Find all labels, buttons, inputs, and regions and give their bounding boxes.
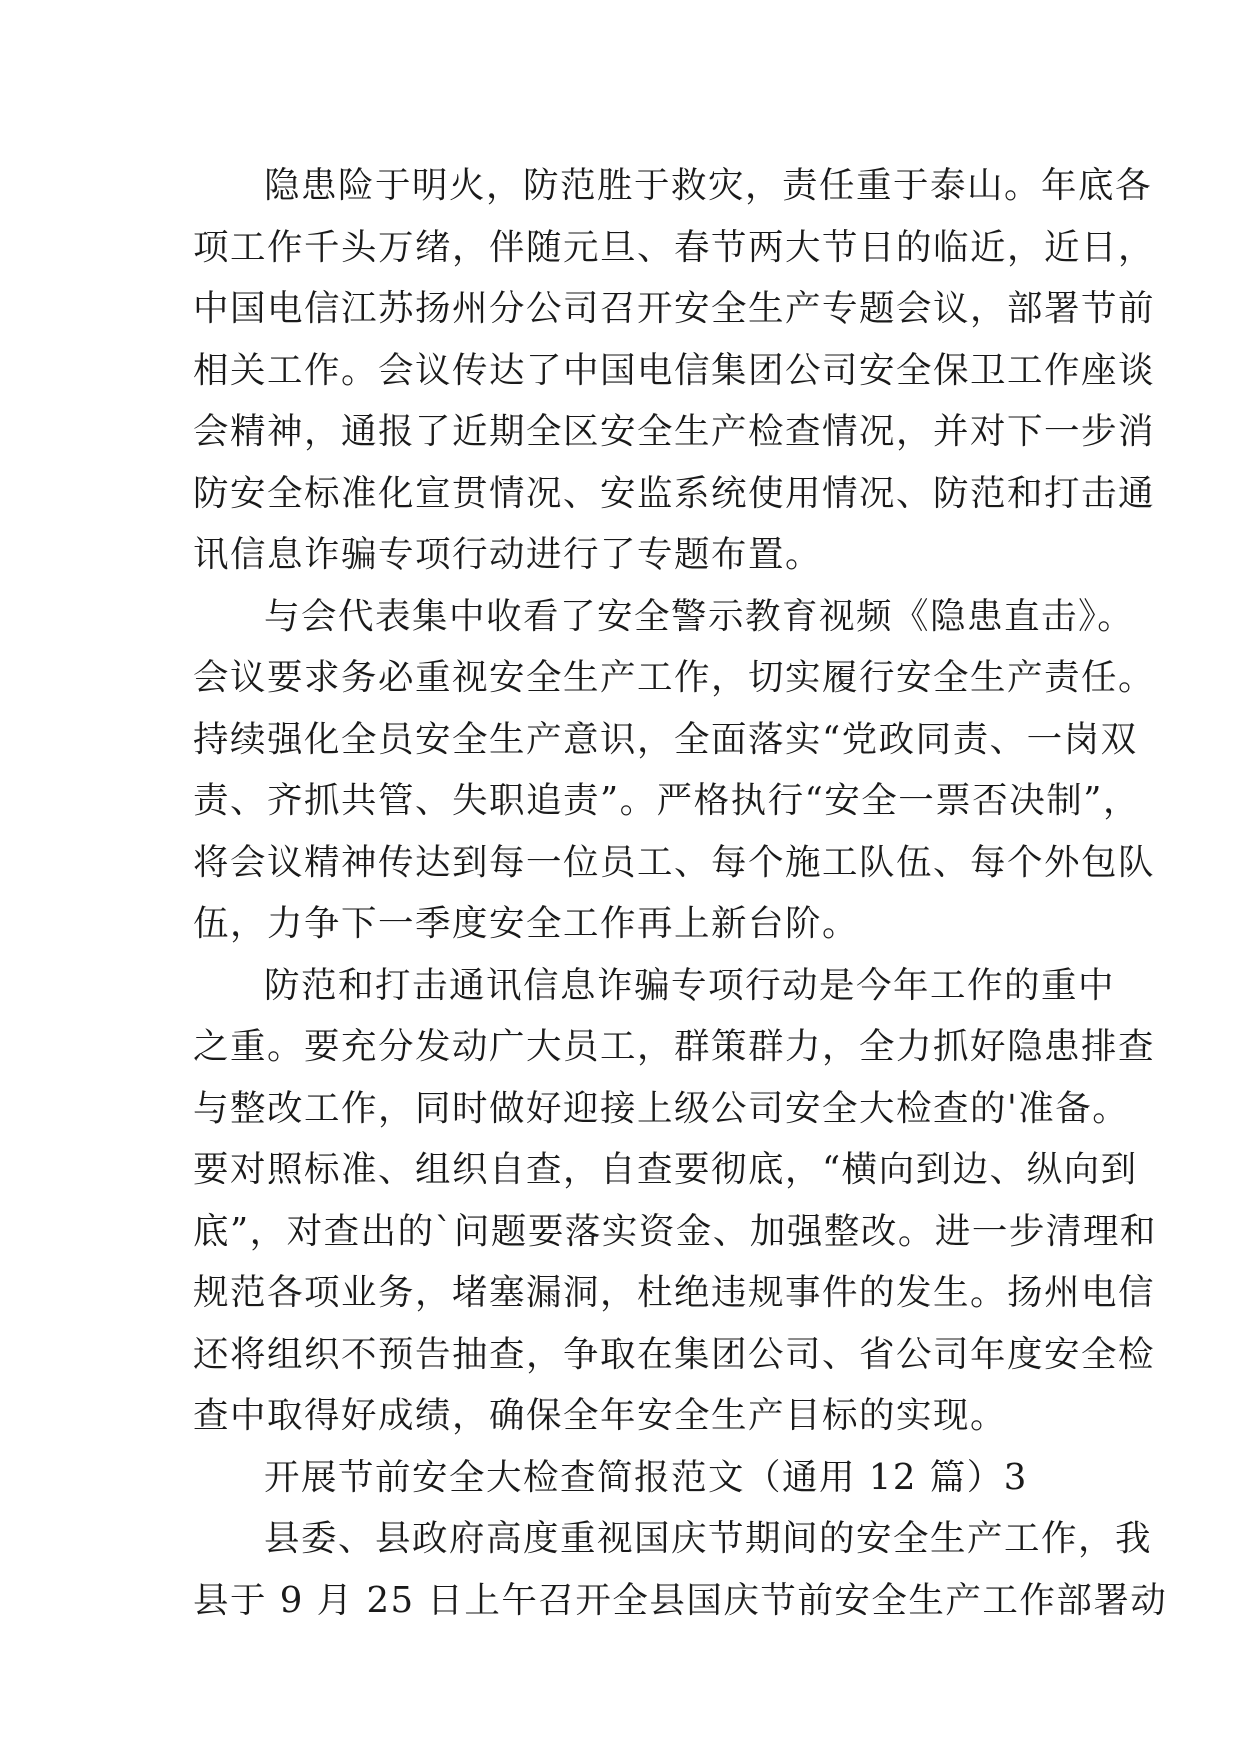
paragraph-1-line-7: 讯信息诈骗专项行动进行了专题布置。 <box>193 534 823 575</box>
paragraph-1-line-2: 项工作千头万绪，伴随元旦、春节两大节日的临近，近日， <box>193 226 1156 268</box>
paragraph-3-line-2: 之重。要充分发动广大员工，群策群力，全力抓好隐患排查 <box>193 1026 1156 1067</box>
paragraph-3-line-8: 查中取得好成绩，确保全年安全生产目标的实现。 <box>193 1395 1008 1436</box>
paragraph-1-line-4: 相关工作。会议传达了中国电信集团公司安全保卫工作座谈 <box>193 349 1156 391</box>
paragraph-4-line-2: 县于 9 月 25 日上午召开全县国庆节前安全生产工作部署动 <box>193 1579 1168 1621</box>
paragraph-2-line-3: 持续强化全员安全生产意识，全面落实“党政同责、一岗双 <box>193 718 1138 760</box>
paragraph-3-line-4: 要对照标准、组织自查，自查要彻底，“横向到边、纵向到 <box>193 1149 1138 1190</box>
paragraph-2-line-2: 会议要求务必重视安全生产工作，切实履行安全生产责任。 <box>193 657 1156 698</box>
paragraph-3-line-5: 底”，对查出的`问题要落实资金、加强整改。进一步清理和 <box>193 1210 1157 1252</box>
paragraph-3-line-3: 与整改工作，同时做好迎接上级公司安全大检查的'准备。 <box>193 1087 1130 1129</box>
paragraph-4-line-1: 县委、县政府高度重视国庆节期间的安全生产工作，我 <box>264 1518 1153 1559</box>
section-heading: 开展节前安全大检查简报范文（通用 12 篇）3 <box>264 1456 1028 1498</box>
paragraph-1-line-3: 中国电信江苏扬州分公司召开安全生产专题会议，部署节前 <box>193 288 1156 329</box>
paragraph-1-line-1: 隐患险于明火，防范胜于救灾，责任重于泰山。年底各 <box>264 165 1153 206</box>
paragraph-3-line-6: 规范各项业务，堵塞漏洞，杜绝违规事件的发生。扬州电信 <box>193 1272 1156 1313</box>
paragraph-2-line-5: 将会议精神传达到每一位员工、每个施工队伍、每个外包队 <box>193 841 1156 883</box>
paragraph-2-line-4: 责、齐抓共管、失职追责”。严格执行“安全一票否决制”， <box>193 780 1140 821</box>
document-body <box>193 155 1168 1631</box>
paragraph-1-line-5: 会精神，通报了近期全区安全生产检查情况，并对下一步消 <box>193 411 1156 452</box>
paragraph-1-line-6: 防安全标准化宣贯情况、安监系统使用情况、防范和打击通 <box>193 472 1156 514</box>
paragraph-2-line-1: 与会代表集中收看了安全警示教育视频《隐患直击》。 <box>264 595 1135 637</box>
paragraph-2-line-6: 伍，力争下一季度安全工作再上新台阶。 <box>193 903 860 944</box>
paragraph-3-line-7: 还将组织不预告抽查，争取在集团公司、省公司年度安全检 <box>193 1333 1156 1375</box>
paragraph-3-line-1: 防范和打击通讯信息诈骗专项行动是今年工作的重中 <box>264 964 1116 1006</box>
